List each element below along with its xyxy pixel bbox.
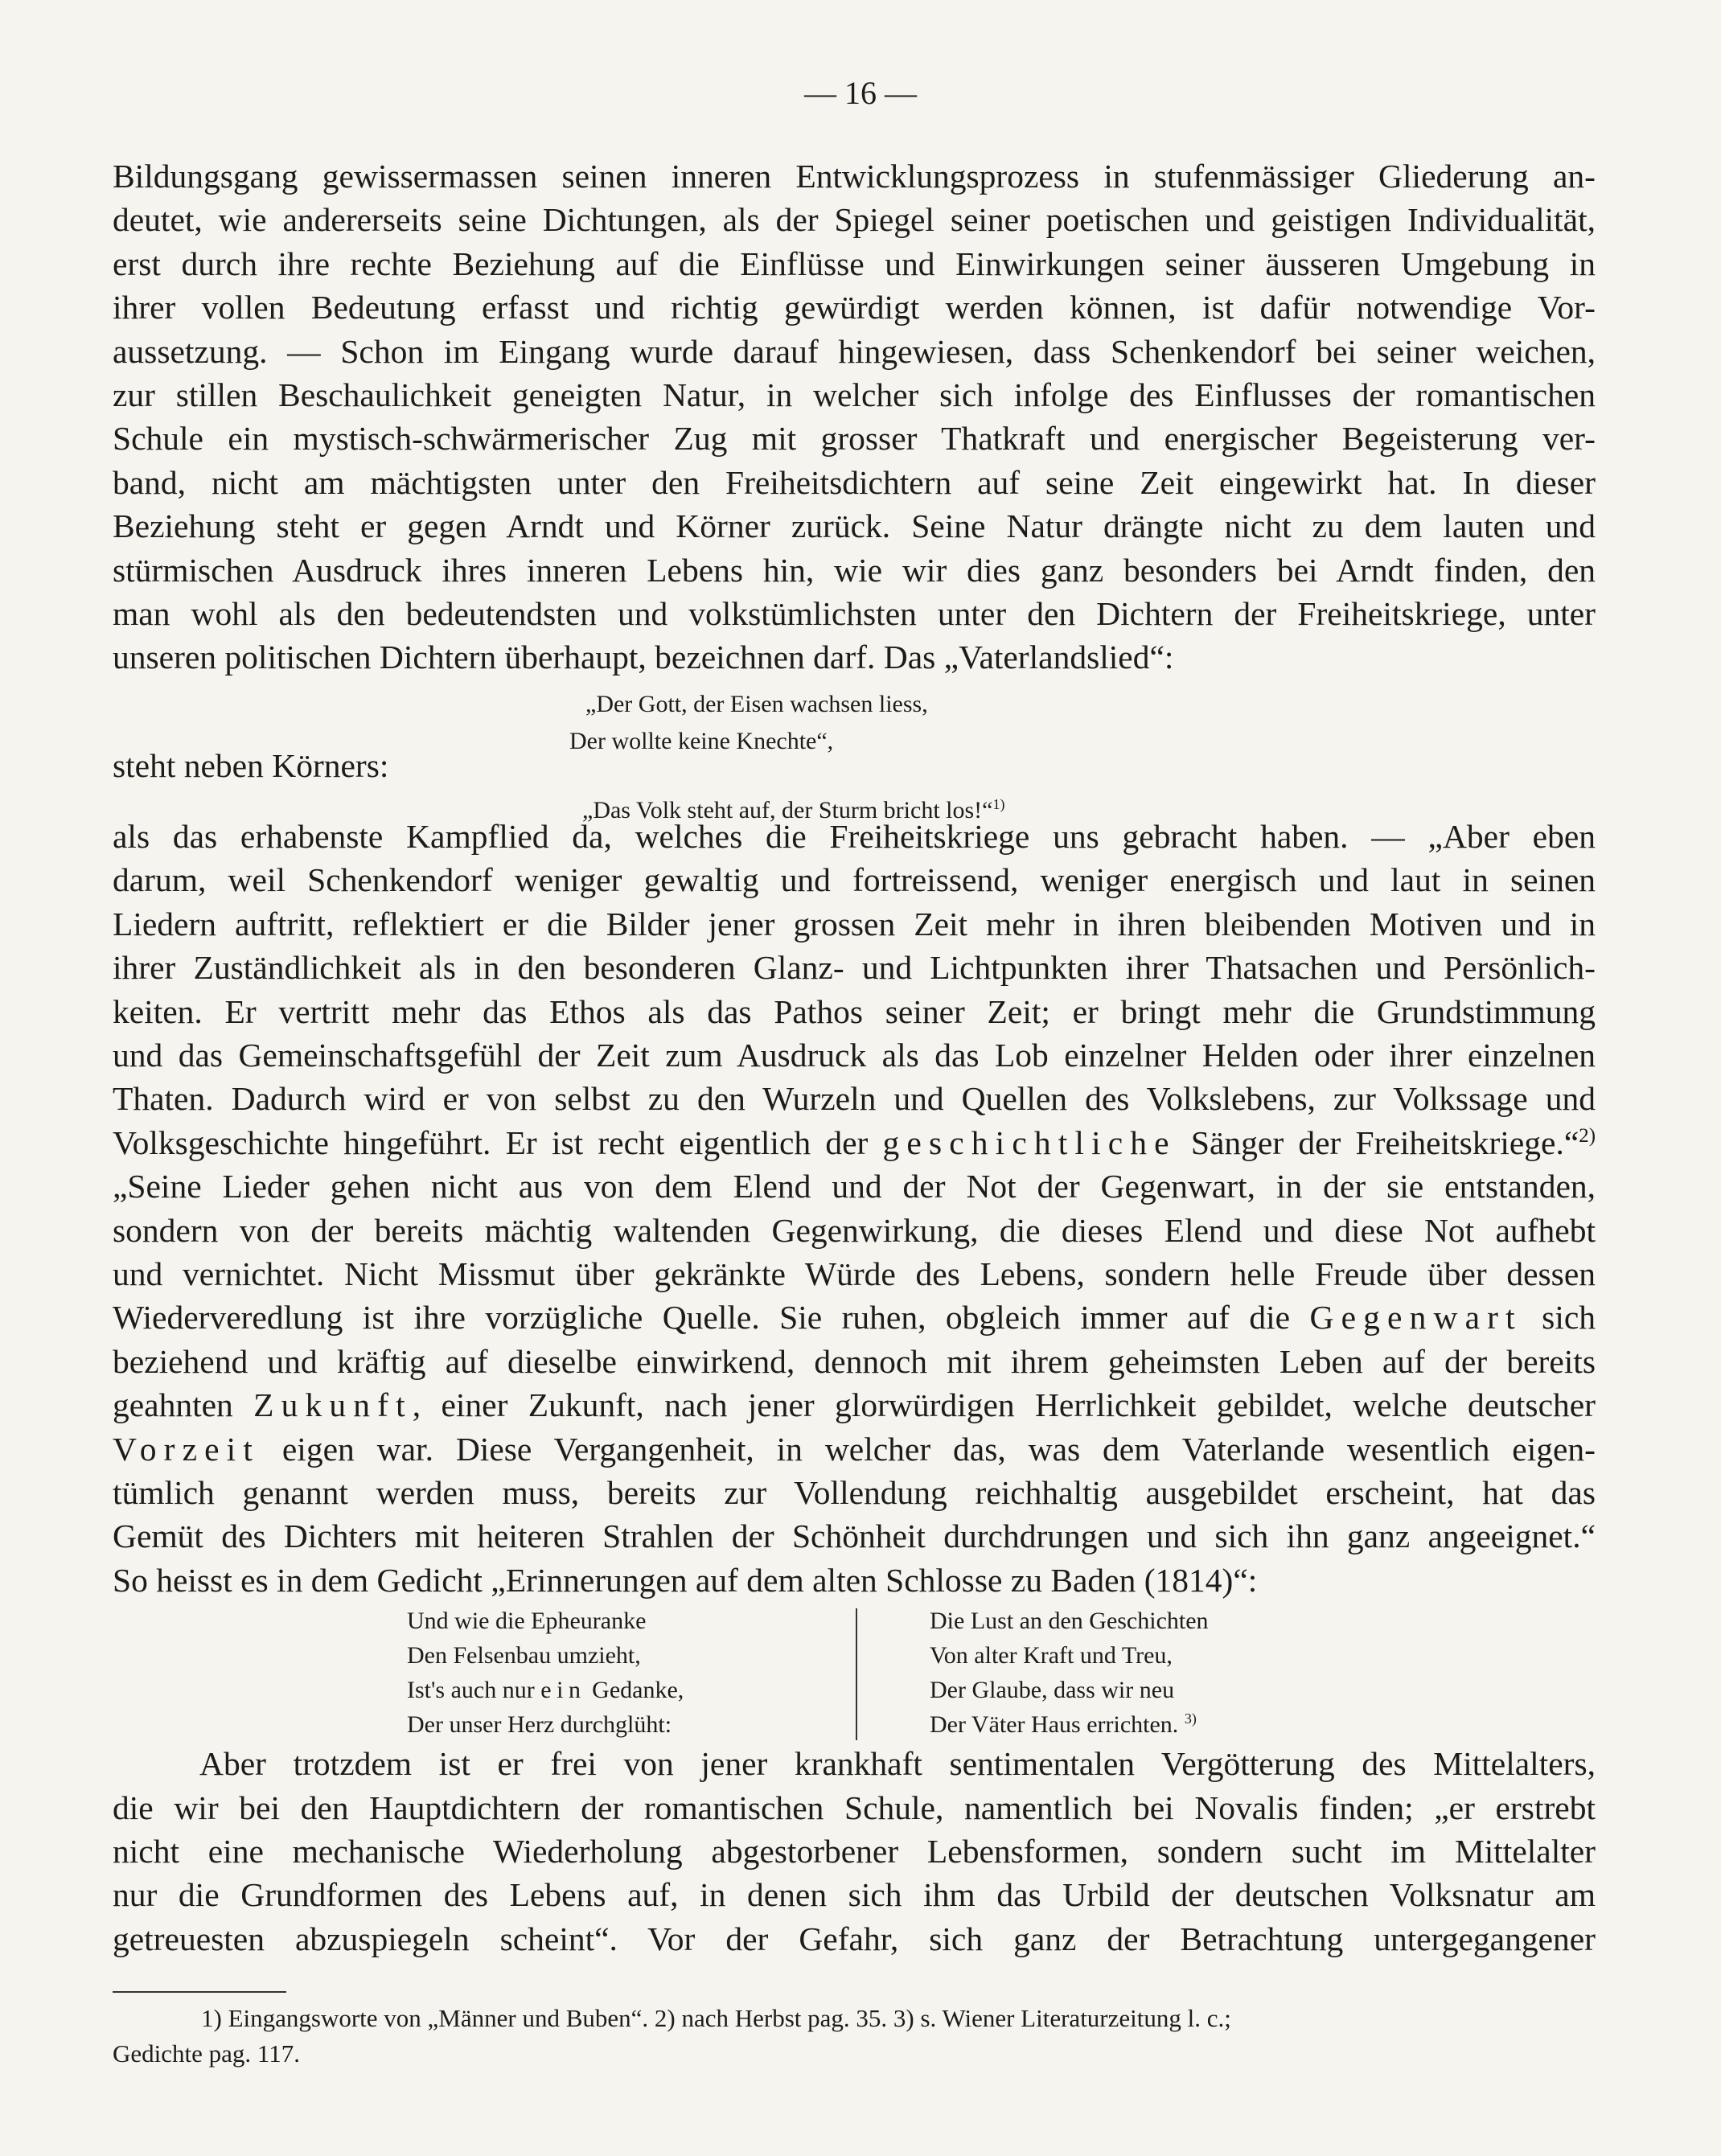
- page-number: — 16 —: [804, 75, 917, 111]
- poem-left-column: [407, 1604, 684, 1742]
- text-line: deutet, wie andererseits seine Dichtungen, als der Spiegel seiner poetischen und geistigen Individualität,: [113, 201, 1596, 239]
- text-run: , einer Zukunft, nach jener glorwürdigen Herrlichkeit gebildet, welche deutscher: [412, 1386, 1596, 1424]
- text-line: zur stillen Beschaulichkeit geneigten Natur, in welcher sich infolge des Einflusses der romantischen: [113, 376, 1596, 414]
- text-line: und vernichtet. Nicht Missmut über gekränkte Würde des Lebens, sondern helle Freude über dessen: [113, 1255, 1596, 1292]
- text-line: Gemüt des Dichters mit heiteren Strahlen der Schönheit durchdrungen und sich ihn ganz angeeignet.“: [113, 1517, 1596, 1555]
- text-line: keiten. Er vertritt mehr das Ethos als das Pathos seiner Zeit; er bringt mehr die Grundstimmung: [113, 992, 1596, 1030]
- text-line: aussetzung. — Schon im Eingang wurde darauf hingewiesen, dass Schenkendorf bei seiner weichen,: [113, 332, 1596, 370]
- poem-line: Der unser Herz durchglüht:: [407, 1711, 672, 1739]
- text-line: nur die Grundformen des Lebens auf, in denen sich ihm das Urbild der deutschen Volksnatur am: [113, 1876, 1596, 1914]
- quote-line: „Der Gott, der Eisen wachsen liess,: [585, 690, 928, 717]
- main-text: [113, 154, 1596, 1961]
- text-line: tümlich genannt werden muss, bereits zur Vollendung reichhaltig ausgebildet erscheint, hat das: [113, 1473, 1596, 1511]
- text-line: ihrer Zuständlichkeit als in den besonderen Glanz- und Lichtpunkten ihrer Thatsachen und Persönlich-: [113, 949, 1596, 987]
- poem-line: Den Felsenbau umzieht,: [407, 1642, 641, 1669]
- poem-line: Der Glaube, dass wir neu: [930, 1677, 1175, 1704]
- emphasis: geschichtliche: [882, 1123, 1177, 1161]
- emphasis: Vorzeit: [113, 1430, 260, 1468]
- quote-text: „Das Volk steht auf, der Sturm bricht los!“: [582, 796, 993, 823]
- quote-line-3: [582, 789, 1004, 832]
- text-run: Ist's auch nur: [407, 1677, 535, 1704]
- text-line: [113, 1383, 1596, 1427]
- footnote-marker: 2): [1579, 1124, 1596, 1147]
- quote-line: Der wollte keine Knechte“,: [569, 727, 834, 754]
- poem-divider: [856, 1608, 857, 1740]
- poem-line: Die Lust an den Geschichten: [930, 1608, 1209, 1635]
- text-line: ihrer vollen Bedeutung erfasst und richtig gewürdigt werden können, ist dafür notwendige Vor-: [113, 289, 1596, 326]
- text-run: eigen war. Diese Vergangenheit, in welcher das, was dem Vaterlande wesentlich eigen-: [281, 1430, 1596, 1468]
- text-line: man wohl als den bedeutendsten und volkstümlichsten unter den Dichtern der Freiheitskriege, unter: [113, 595, 1596, 633]
- text-line: sondern von der bereits mächtig waltenden Gegenwirkung, die dieses Elend und diese Not aufhebt: [113, 1211, 1596, 1249]
- text-line: darum, weil Schenkendorf weniger gewaltig und fortreissend, weniger energisch und laut in seinen: [113, 861, 1596, 899]
- text-run: Der Väter Haus errichten.: [930, 1711, 1179, 1739]
- paragraph-2: [113, 815, 1596, 1602]
- text-line: unseren politischen Dichtern überhaupt, bezeichnen darf. Das „Vaterlandslied“:: [113, 639, 1174, 676]
- poem-line: Und wie die Epheuranke: [407, 1608, 647, 1635]
- footnote-marker: 3): [1184, 1710, 1197, 1727]
- text-line: beziehend und kräftig auf dieselbe einwirkend, dennoch mit ihrem geheimsten Leben auf der bereits: [113, 1342, 1596, 1380]
- emphasis: Zukunft: [253, 1386, 413, 1424]
- paragraph-1: [113, 154, 1596, 680]
- footnotes: [113, 2001, 1596, 2072]
- poem-line: Von alter Kraft und Treu,: [930, 1642, 1173, 1669]
- text-line: [113, 1296, 1596, 1339]
- text-line: [113, 1427, 1596, 1471]
- text-line: Thaten. Dadurch wird er von selbst zu den Wurzeln und Quellen des Volkslebens, zur Volkssage und: [113, 1080, 1596, 1118]
- poem-line: [930, 1707, 1209, 1742]
- footnote-marker: 1): [992, 795, 1005, 812]
- song-quotes: [113, 680, 1596, 823]
- text-line: „Seine Lieder gehen nicht aus von dem Elend und der Not der Gegenwart, in der sie entstanden,: [113, 1168, 1596, 1205]
- text-line: und das Gemeinschaftsgefühl der Zeit zum Ausdruck als das Lob einzelner Helden oder ihrer einzelnen: [113, 1036, 1596, 1074]
- footnote-divider: [113, 1991, 286, 1993]
- text-line: So heisst es in dem Gedicht „Erinnerungen auf dem alten Schlosse zu Baden (1814)“:: [113, 1561, 1258, 1599]
- text-line: stürmischen Ausdruck ihres inneren Lebens hin, wie wir dies ganz besonders bei Arndt finden, den: [113, 551, 1596, 589]
- footnote-line: Gedichte pag. 117.: [113, 2039, 300, 2068]
- text-run: Sänger der Freiheitskriege.“: [1190, 1123, 1579, 1161]
- paragraph-3: [113, 1742, 1596, 1961]
- text-run: Wiederveredlung ist ihre vorzügliche Quelle. Sie ruhen, obgleich immer auf die: [113, 1299, 1291, 1337]
- quote-intro: steht neben Körners:: [113, 746, 389, 784]
- text-line: band, nicht am mächtigsten unter den Freiheitsdichtern auf seine Zeit eingewirkt hat. In dieser: [113, 463, 1596, 501]
- text-line: Liedern auftritt, reflektiert er die Bilder jener grossen Zeit mehr in ihren bleibenden Motiven und in: [113, 905, 1596, 942]
- text-run: Gedanke,: [592, 1677, 684, 1704]
- text-run: geahnten: [113, 1386, 233, 1424]
- poem-quote: [113, 1604, 1596, 1742]
- text-line: als das erhabenste Kampflied da, welches die Freiheitskriege uns gebracht haben. — „Aber eben: [113, 817, 1596, 855]
- text-run: Volksgeschichte hingeführt. Er ist recht eigentlich der: [113, 1123, 869, 1161]
- emphasis: ein: [540, 1677, 586, 1704]
- footnote-line: 1) Eingangsworte von „Männer und Buben“. 2) nach Herbst pag. 35. 3) s. Wiener Literaturzeitung l. c.;: [201, 2004, 1231, 2032]
- text-line: [113, 1121, 1596, 1164]
- text-line: getreuesten abzuspiegeln scheint“. Vor der Gefahr, sich ganz der Betrachtung untergegangener: [113, 1920, 1596, 1957]
- text-line: Aber trotzdem ist er frei von jener krankhaft sentimentalen Vergötterung des Mittelalters,: [199, 1745, 1596, 1783]
- text-line: nicht eine mechanische Wiederholung abgestorbener Lebensformen, sondern sucht im Mittelalter: [113, 1833, 1596, 1870]
- poem-right-column: [930, 1604, 1209, 1742]
- text-line: Beziehung steht er gegen Arndt und Körner zurück. Seine Natur drängte nicht zu dem lauten und: [113, 507, 1596, 545]
- text-line: Bildungsgang gewissermassen seinen inneren Entwicklungsprozess in stufenmässiger Gliederung an-: [113, 158, 1596, 195]
- emphasis: Gegenwart: [1309, 1299, 1522, 1337]
- poem-line: [407, 1673, 684, 1707]
- text-line: Schule ein mystisch-schwärmerischer Zug mit grosser Thatkraft und energischer Begeisterung ver-: [113, 420, 1596, 458]
- text-line: die wir bei den Hauptdichtern der romantischen Schule, namentlich bei Novalis finden; „er erstrebt: [113, 1788, 1596, 1826]
- text-line: erst durch ihre rechte Beziehung auf die Einflüsse und Einwirkungen seiner äusseren Umgebung in: [113, 244, 1596, 282]
- text-run: sich: [1542, 1299, 1596, 1337]
